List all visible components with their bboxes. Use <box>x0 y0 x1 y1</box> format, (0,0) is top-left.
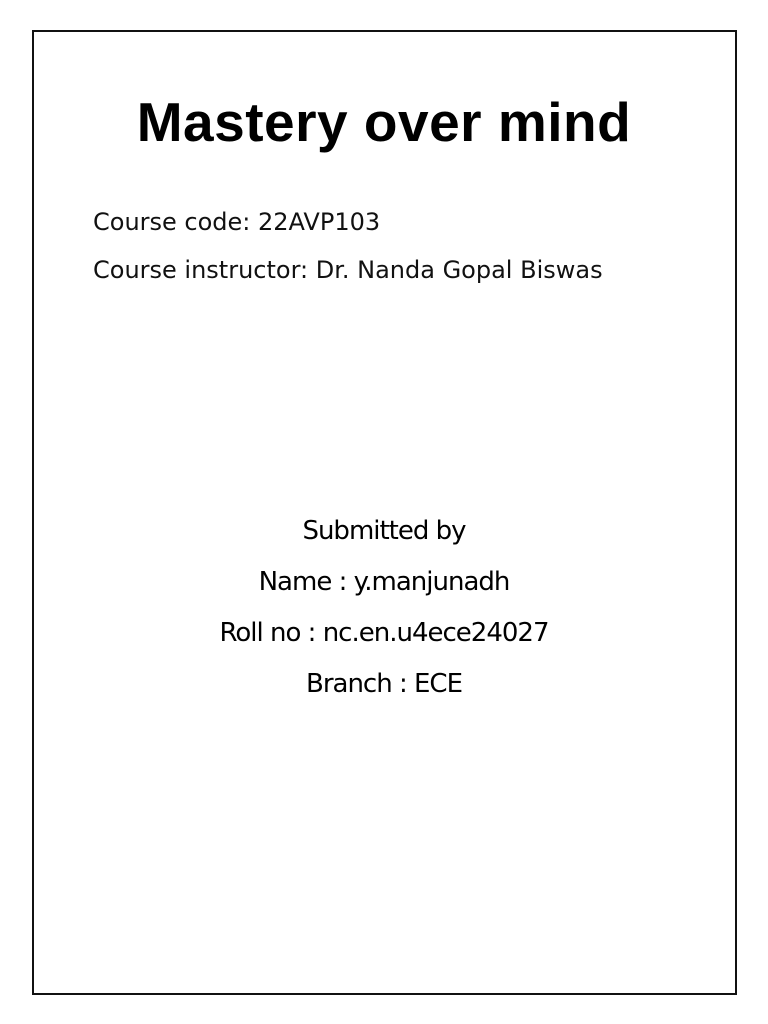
document-title: Mastery over mind <box>136 91 632 153</box>
submitted-by-heading: Submitted by <box>302 516 466 546</box>
roll-number: Roll no : nc.en.u4ece24027 <box>219 618 549 648</box>
student-name: Name : y.manjunadh <box>258 567 510 597</box>
page-border <box>32 30 737 995</box>
branch: Branch : ECE <box>305 669 462 699</box>
course-code: Course code: 22AVP103 <box>93 208 381 236</box>
course-instructor: Course instructor: Dr. Nanda Gopal Biswas <box>93 256 603 284</box>
